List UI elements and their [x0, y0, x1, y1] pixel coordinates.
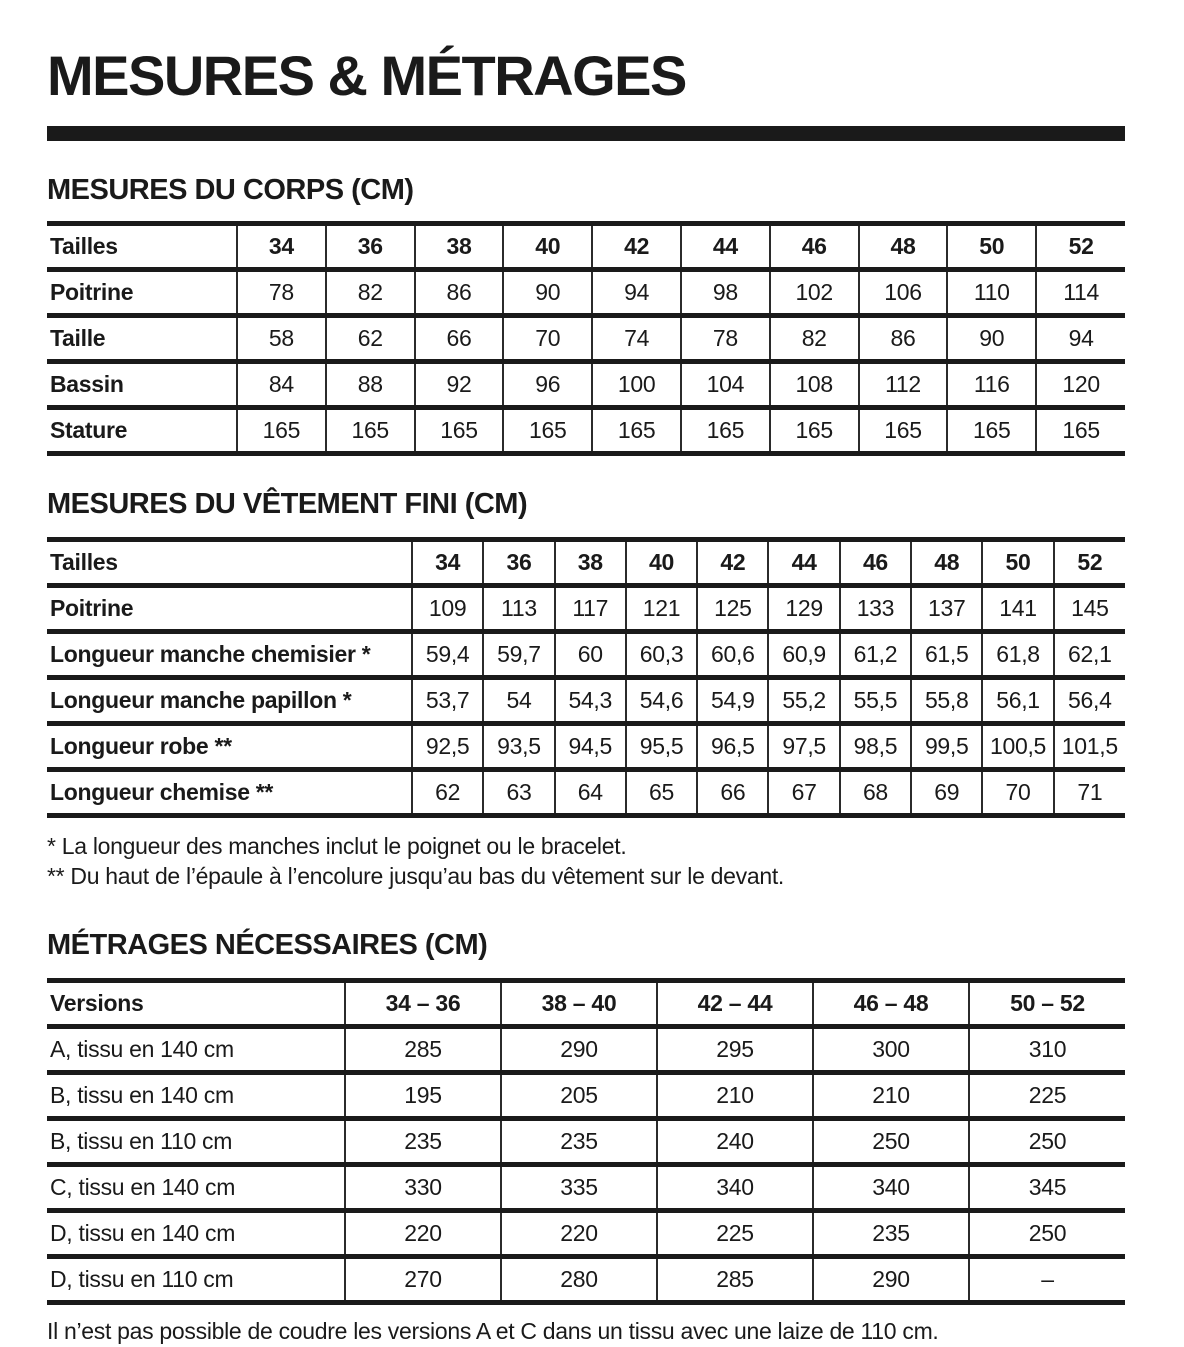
- value-cell: 104: [681, 361, 770, 407]
- value-cell: 61,5: [911, 631, 982, 677]
- size-header-cell: 34 – 36: [345, 981, 501, 1027]
- value-cell: 106: [859, 269, 948, 315]
- value-cell: 235: [813, 1211, 969, 1257]
- table-row: [47, 723, 1125, 769]
- value-cell: 165: [415, 407, 504, 453]
- value-cell: 270: [345, 1257, 501, 1303]
- value-cell: 129: [768, 585, 839, 631]
- value-cell: 60,3: [626, 631, 697, 677]
- value-cell: 54,3: [555, 677, 626, 723]
- value-cell: 55,2: [768, 677, 839, 723]
- size-header-cell: 46 – 48: [813, 981, 969, 1027]
- row-label-cell: D, tissu en 110 cm: [50, 1266, 234, 1293]
- size-header-cell: 38: [415, 223, 504, 269]
- value-cell: 66: [697, 769, 768, 815]
- value-cell: 330: [345, 1165, 501, 1211]
- size-header-cell: 46: [840, 539, 911, 585]
- row-label-cell: Bassin: [50, 370, 124, 397]
- value-cell: 340: [657, 1165, 813, 1211]
- value-cell: 62: [326, 315, 415, 361]
- footnotes-block: [47, 831, 1125, 892]
- value-cell: 92,5: [412, 723, 483, 769]
- row-label-cell: Poitrine: [50, 278, 134, 305]
- value-cell: 84: [237, 361, 326, 407]
- value-cell: 300: [813, 1027, 969, 1073]
- value-cell: 235: [345, 1119, 501, 1165]
- value-cell: 220: [501, 1211, 657, 1257]
- value-cell: 225: [657, 1211, 813, 1257]
- row-label-cell: D, tissu en 140 cm: [50, 1220, 236, 1247]
- value-cell: 90: [947, 315, 1036, 361]
- value-cell: 78: [681, 315, 770, 361]
- size-header-cell: 34: [237, 223, 326, 269]
- value-cell: 78: [237, 269, 326, 315]
- row-label-cell: Stature: [50, 416, 128, 443]
- value-cell: 74: [592, 315, 681, 361]
- value-cell: 59,7: [483, 631, 554, 677]
- value-cell: 195: [345, 1073, 501, 1119]
- value-cell: 61,2: [840, 631, 911, 677]
- value-cell: 59,4: [412, 631, 483, 677]
- value-cell: 290: [501, 1027, 657, 1073]
- value-cell: 113: [483, 585, 554, 631]
- value-cell: 60,6: [697, 631, 768, 677]
- value-cell: 98: [681, 269, 770, 315]
- value-cell: 165: [947, 407, 1036, 453]
- size-header-cell: 50: [947, 223, 1036, 269]
- value-cell: 235: [501, 1119, 657, 1165]
- value-cell: 54: [483, 677, 554, 723]
- value-cell: 102: [770, 269, 859, 315]
- value-cell: 54,6: [626, 677, 697, 723]
- value-cell: 58: [237, 315, 326, 361]
- value-cell: 66: [415, 315, 504, 361]
- footnote-sleeve-length: * La longueur des manches inclut le poignet ou le bracelet.: [47, 832, 627, 859]
- body-measurements-table: [47, 221, 1125, 456]
- row-label-cell: Longueur chemise **: [50, 778, 274, 805]
- value-cell: 165: [326, 407, 415, 453]
- value-cell: 96: [503, 361, 592, 407]
- table-row: [47, 269, 1125, 315]
- value-cell: 112: [859, 361, 948, 407]
- value-cell: 90: [503, 269, 592, 315]
- yardage-table: [47, 978, 1125, 1305]
- value-cell: 97,5: [768, 723, 839, 769]
- value-cell: 86: [415, 269, 504, 315]
- value-cell: 68: [840, 769, 911, 815]
- table-row: [47, 631, 1125, 677]
- value-cell: 250: [813, 1119, 969, 1165]
- value-cell: 88: [326, 361, 415, 407]
- value-cell: 82: [770, 315, 859, 361]
- size-header-cell: 44: [681, 223, 770, 269]
- value-cell: 65: [626, 769, 697, 815]
- value-cell: 95,5: [626, 723, 697, 769]
- footnote-garment-length: ** Du haut de l’épaule à l’encolure jusqu’au bas du vêtement sur le devant.: [47, 863, 784, 890]
- value-cell: 165: [859, 407, 948, 453]
- size-header-cell: 42: [592, 223, 681, 269]
- table-header-row: [47, 223, 1125, 269]
- size-header-cell: 44: [768, 539, 839, 585]
- value-cell: 125: [697, 585, 768, 631]
- size-header-cell: 40: [503, 223, 592, 269]
- value-cell: 100,5: [982, 723, 1053, 769]
- value-cell: 210: [657, 1073, 813, 1119]
- value-cell: 240: [657, 1119, 813, 1165]
- size-header-cell: 48: [859, 223, 948, 269]
- table-header-row: [47, 539, 1125, 585]
- value-cell: 340: [813, 1165, 969, 1211]
- value-cell: 110: [947, 269, 1036, 315]
- value-cell: 94: [592, 269, 681, 315]
- value-cell: 310: [969, 1027, 1125, 1073]
- row-label-cell: Poitrine: [50, 594, 134, 621]
- page-title: MESURES & MÉTRAGES: [47, 44, 686, 107]
- value-cell: 94,5: [555, 723, 626, 769]
- value-cell: 141: [982, 585, 1053, 631]
- value-cell: 225: [969, 1073, 1125, 1119]
- section-heading-yardage: MÉTRAGES NÉCESSAIRES (CM): [47, 928, 488, 961]
- size-header-cell: 52: [1054, 539, 1125, 585]
- value-cell: 121: [626, 585, 697, 631]
- value-cell: 285: [345, 1027, 501, 1073]
- value-cell: 116: [947, 361, 1036, 407]
- value-cell: 285: [657, 1257, 813, 1303]
- value-cell: 93,5: [483, 723, 554, 769]
- value-cell: 165: [770, 407, 859, 453]
- table-row: [47, 677, 1125, 723]
- header-label-cell: Versions: [50, 990, 144, 1017]
- header-label-cell: Tailles: [50, 232, 118, 259]
- table-row: [47, 1119, 1125, 1165]
- value-cell: 54,9: [697, 677, 768, 723]
- value-cell: 94: [1036, 315, 1125, 361]
- table-row: [47, 1165, 1125, 1211]
- row-label-cell: Longueur manche chemisier *: [50, 640, 371, 667]
- value-cell: 165: [237, 407, 326, 453]
- value-cell: 165: [503, 407, 592, 453]
- table-header-row: [47, 981, 1125, 1027]
- value-cell: 62: [412, 769, 483, 815]
- value-cell: 62,1: [1054, 631, 1125, 677]
- value-cell: 67: [768, 769, 839, 815]
- value-cell: 109: [412, 585, 483, 631]
- size-header-cell: 48: [911, 539, 982, 585]
- value-cell: 55,8: [911, 677, 982, 723]
- value-cell: 70: [982, 769, 1053, 815]
- table-row: [47, 1211, 1125, 1257]
- value-cell: 60: [555, 631, 626, 677]
- row-label-cell: C, tissu en 140 cm: [50, 1174, 236, 1201]
- value-cell: 165: [592, 407, 681, 453]
- header-label-cell: Tailles: [50, 548, 118, 575]
- value-cell: 64: [555, 769, 626, 815]
- value-cell: 63: [483, 769, 554, 815]
- value-cell: –: [969, 1257, 1125, 1303]
- value-cell: 145: [1054, 585, 1125, 631]
- value-cell: 98,5: [840, 723, 911, 769]
- table-row: [47, 315, 1125, 361]
- value-cell: 70: [503, 315, 592, 361]
- value-cell: 295: [657, 1027, 813, 1073]
- value-cell: 290: [813, 1257, 969, 1303]
- row-label-cell: B, tissu en 110 cm: [50, 1128, 233, 1155]
- table-row: [47, 407, 1125, 453]
- value-cell: 335: [501, 1165, 657, 1211]
- row-label-cell: Longueur manche papillon *: [50, 686, 352, 713]
- value-cell: 56,4: [1054, 677, 1125, 723]
- value-cell: 210: [813, 1073, 969, 1119]
- value-cell: 99,5: [911, 723, 982, 769]
- value-cell: 60,9: [768, 631, 839, 677]
- row-label-cell: B, tissu en 140 cm: [50, 1082, 234, 1109]
- table-row: [47, 585, 1125, 631]
- value-cell: 165: [1036, 407, 1125, 453]
- size-header-cell: 38: [555, 539, 626, 585]
- value-cell: 117: [555, 585, 626, 631]
- value-cell: 100: [592, 361, 681, 407]
- size-header-cell: 38 – 40: [501, 981, 657, 1027]
- size-header-cell: 50 – 52: [969, 981, 1125, 1027]
- size-header-cell: 34: [412, 539, 483, 585]
- value-cell: 82: [326, 269, 415, 315]
- table-row: [47, 1073, 1125, 1119]
- section-heading-body-measurements: MESURES DU CORPS (CM): [47, 174, 414, 206]
- value-cell: 53,7: [412, 677, 483, 723]
- section-heading-garment-measurements: MESURES DU VÊTEMENT FINI (CM): [47, 487, 528, 520]
- value-cell: 86: [859, 315, 948, 361]
- garment-measurements-table: [47, 537, 1125, 818]
- size-header-cell: 52: [1036, 223, 1125, 269]
- value-cell: 120: [1036, 361, 1125, 407]
- size-header-cell: 42: [697, 539, 768, 585]
- size-header-cell: 36: [483, 539, 554, 585]
- row-label-cell: Taille: [50, 324, 106, 351]
- value-cell: 114: [1036, 269, 1125, 315]
- row-label-cell: Longueur robe **: [50, 732, 232, 759]
- table-row: [47, 769, 1125, 815]
- value-cell: 137: [911, 585, 982, 631]
- value-cell: 108: [770, 361, 859, 407]
- table-row: [47, 361, 1125, 407]
- value-cell: 69: [911, 769, 982, 815]
- value-cell: 250: [969, 1211, 1125, 1257]
- size-header-cell: 40: [626, 539, 697, 585]
- size-header-cell: 42 – 44: [657, 981, 813, 1027]
- value-cell: 250: [969, 1119, 1125, 1165]
- value-cell: 133: [840, 585, 911, 631]
- row-label-cell: A, tissu en 140 cm: [50, 1036, 234, 1063]
- size-header-cell: 36: [326, 223, 415, 269]
- table-row: [47, 1257, 1125, 1303]
- value-cell: 345: [969, 1165, 1125, 1211]
- table-row: [47, 1027, 1125, 1073]
- value-cell: 56,1: [982, 677, 1053, 723]
- value-cell: 92: [415, 361, 504, 407]
- value-cell: 61,8: [982, 631, 1053, 677]
- value-cell: 101,5: [1054, 723, 1125, 769]
- value-cell: 280: [501, 1257, 657, 1303]
- value-cell: 55,5: [840, 677, 911, 723]
- fabric-width-note: Il n’est pas possible de coudre les versions A et C dans un tissu avec une laize de 110 cm.: [47, 1318, 939, 1345]
- value-cell: 165: [681, 407, 770, 453]
- size-header-cell: 50: [982, 539, 1053, 585]
- value-cell: 71: [1054, 769, 1125, 815]
- value-cell: 205: [501, 1073, 657, 1119]
- value-cell: 96,5: [697, 723, 768, 769]
- value-cell: 220: [345, 1211, 501, 1257]
- size-header-cell: 46: [770, 223, 859, 269]
- title-divider-bar: [47, 126, 1125, 141]
